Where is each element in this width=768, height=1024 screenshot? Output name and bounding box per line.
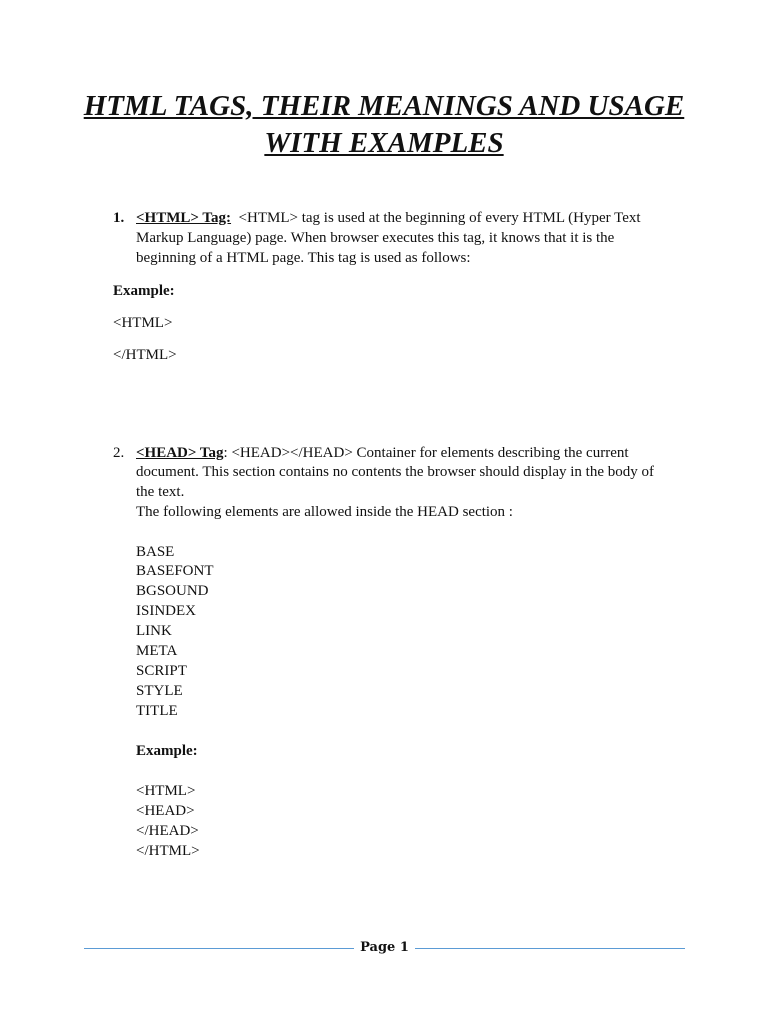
footer-rule-left [84,948,354,949]
section-2-first-line [136,444,629,462]
page-number: Page 1 [360,940,409,955]
head-element-item: LINK [136,623,172,639]
section-2-text-line: document. This section contains no contents the browser should display in the body of [136,464,654,480]
section-1-number: 1. [113,210,125,226]
section-1-text-line: Markup Language) page. When browser executes this tag, it knows that it is the [136,230,615,246]
head-element-item: BASEFONT [136,563,214,579]
section-2-text-line: The following elements are allowed inside the HEAD section : [136,504,513,520]
section-1-example-label: Example: [113,283,175,299]
head-element-item: BASE [136,544,175,560]
head-element-item: TITLE [136,703,178,719]
head-element-item: ISINDEX [136,603,196,619]
head-element-item: SCRIPT [136,663,187,679]
section-2-example-label: Example: [136,743,198,759]
section-2-example-line: </HEAD> [136,823,199,839]
section-2-text-line: the text. [136,484,185,500]
section-2-example-line: <HEAD> [136,803,195,819]
section-2-text-line: : <HEAD></HEAD> Container for elements describing the current [223,445,629,461]
footer-rule-right [415,948,685,949]
section-1-text-line: <HTML> tag is used at the beginning of every HTML (Hyper Text [238,210,641,226]
section-1-text-line: beginning of a HTML page. This tag is used as follows: [136,250,471,266]
head-element-item: STYLE [136,683,183,699]
section-2-heading: <HEAD> Tag [136,445,224,461]
section-2-number: 2. [113,445,125,461]
section-1-example-line: </HTML> [113,347,177,363]
section-1-heading: <HTML> Tag: [136,210,232,226]
section-2-example-line: <HTML> [136,783,196,799]
section-1-first-line [136,209,641,227]
section-1-example-line: <HTML> [113,315,173,331]
section-2-example-line: </HTML> [136,843,200,859]
page-title-line-2: WITH EXAMPLES [264,127,504,159]
head-element-item: META [136,643,178,659]
head-element-item: BGSOUND [136,583,209,599]
page-title-line-1: HTML TAGS, THEIR MEANINGS AND USAGE [83,90,685,122]
